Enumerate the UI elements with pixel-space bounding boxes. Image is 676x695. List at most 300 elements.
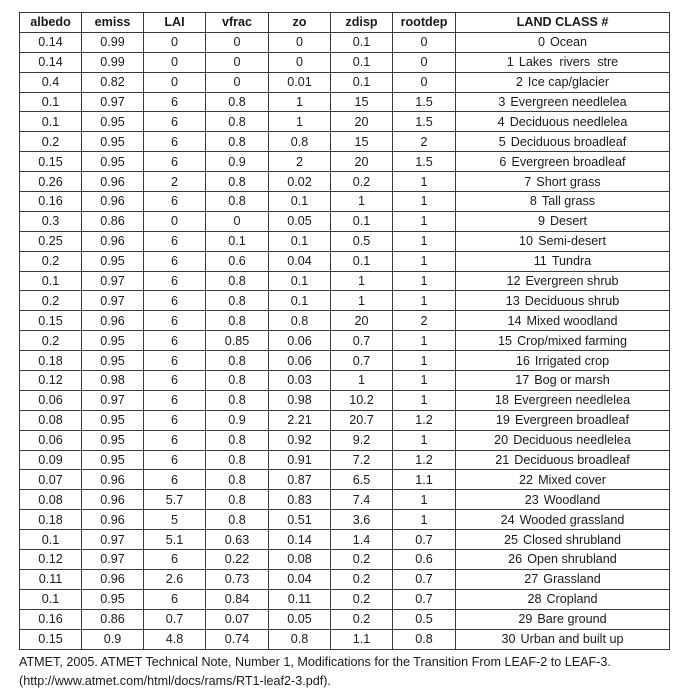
cell-lai: 6 [144, 311, 206, 331]
table-row [20, 291, 670, 311]
table-row [20, 132, 670, 152]
land-class-name: Deciduous needlelea [513, 433, 631, 448]
table-row [20, 410, 670, 430]
land-class-number: 16 [515, 353, 530, 368]
cell-albedo: 0.14 [20, 52, 82, 72]
land-class-number: 26 [508, 552, 523, 567]
cell-emiss: 0.95 [82, 450, 144, 470]
table-row [20, 490, 670, 510]
land-class-name: Bog or marsh [534, 373, 610, 388]
cell-rootdep: 2 [393, 132, 456, 152]
cell-vfrac: 0.6 [206, 251, 269, 271]
cell-rootdep: 1.5 [393, 112, 456, 132]
land-class-name: Bare ground [537, 612, 607, 627]
cell-zo: 1 [269, 92, 331, 112]
table-row [20, 569, 670, 589]
cell-lai: 6 [144, 450, 206, 470]
cell-emiss: 0.96 [82, 311, 144, 331]
land-class-number: 25 [503, 532, 518, 547]
cell-lai: 5 [144, 510, 206, 530]
cell-lai: 0.7 [144, 609, 206, 629]
cell-zo: 0.87 [269, 470, 331, 490]
cell-rootdep: 1.1 [393, 470, 456, 490]
cell-zdisp: 15 [331, 92, 393, 112]
cell-zo: 0.08 [269, 550, 331, 570]
cell-zdisp: 0.7 [331, 331, 393, 351]
land-class-number: 17 [515, 373, 530, 388]
cell-zdisp: 1 [331, 291, 393, 311]
cell-lai: 6 [144, 589, 206, 609]
cell-zdisp: 1 [331, 271, 393, 291]
cell-emiss: 0.86 [82, 609, 144, 629]
land-class-number: 10 [519, 234, 534, 249]
cell-land-class [456, 172, 670, 192]
cell-land-class [456, 569, 670, 589]
table-row [20, 231, 670, 251]
land-class-name: Mixed woodland [526, 313, 618, 328]
cell-vfrac: 0.73 [206, 569, 269, 589]
cell-zo: 0.98 [269, 390, 331, 410]
cell-rootdep: 1.5 [393, 92, 456, 112]
cell-zdisp: 9.2 [331, 430, 393, 450]
land-class-name: Desert [549, 214, 588, 229]
cell-land-class [456, 550, 670, 570]
cell-lai: 6 [144, 231, 206, 251]
cell-vfrac: 0.8 [206, 490, 269, 510]
cell-emiss: 0.95 [82, 430, 144, 450]
cell-rootdep: 1.5 [393, 152, 456, 172]
cell-emiss: 0.95 [82, 112, 144, 132]
cell-rootdep: 1 [393, 390, 456, 410]
cell-emiss: 0.99 [82, 32, 144, 52]
cell-vfrac: 0 [206, 72, 269, 92]
cell-zo: 0.04 [269, 569, 331, 589]
cell-albedo: 0.15 [20, 629, 82, 649]
cell-zo: 0.8 [269, 629, 331, 649]
cell-vfrac: 0.8 [206, 371, 269, 391]
cell-zdisp: 0.7 [331, 351, 393, 371]
cell-vfrac: 0.8 [206, 510, 269, 530]
cell-emiss: 0.97 [82, 92, 144, 112]
cell-albedo: 0.26 [20, 172, 82, 192]
table-row [20, 351, 670, 371]
land-class-table [19, 12, 670, 650]
cell-albedo: 0.3 [20, 211, 82, 231]
cell-land-class [456, 410, 670, 430]
cell-rootdep: 1.2 [393, 450, 456, 470]
cell-albedo: 0.1 [20, 530, 82, 550]
cell-zdisp: 6.5 [331, 470, 393, 490]
land-class-name: Deciduous shrub [524, 293, 620, 308]
cell-rootdep: 0.7 [393, 530, 456, 550]
cell-albedo: 0.06 [20, 430, 82, 450]
land-class-name: Evergreen needlelea [510, 95, 627, 109]
cell-rootdep: 1 [393, 510, 456, 530]
header-albedo: albedo [20, 13, 82, 33]
cell-lai: 5.1 [144, 530, 206, 550]
cell-vfrac: 0.8 [206, 92, 269, 112]
land-class-number: 27 [524, 572, 539, 587]
cell-lai: 6 [144, 271, 206, 291]
cell-zo: 0.01 [269, 72, 331, 92]
cell-land-class [456, 152, 670, 172]
table-row [20, 450, 670, 470]
cell-rootdep: 2 [393, 311, 456, 331]
citation-text: ATMET, 2005. ATMET Technical Note, Number 1, Modifications for the Transition From LEAF-2 to LEAF-3. (http://www.atmet.com/html/docs/rams/RT1-leaf2-3.pdf). [19, 655, 611, 688]
land-class-number: 1 [506, 55, 514, 70]
cell-vfrac: 0.63 [206, 530, 269, 550]
cell-rootdep: 1 [393, 271, 456, 291]
land-class-name: Tall grass [541, 194, 596, 209]
cell-lai: 6 [144, 192, 206, 212]
cell-land-class [456, 510, 670, 530]
cell-vfrac: 0.9 [206, 152, 269, 172]
cell-vfrac: 0.8 [206, 450, 269, 470]
cell-rootdep: 1 [393, 331, 456, 351]
cell-rootdep: 0.7 [393, 589, 456, 609]
land-class-name: Lakes rivers stre [518, 55, 619, 70]
land-class-number: 5 [498, 134, 506, 149]
land-class-number: 29 [518, 612, 533, 627]
cell-emiss: 0.96 [82, 192, 144, 212]
cell-zdisp: 0.1 [331, 52, 393, 72]
cell-lai: 6 [144, 430, 206, 450]
cell-zdisp: 0.1 [331, 32, 393, 52]
cell-zo: 0.1 [269, 271, 331, 291]
cell-zo: 0.1 [269, 231, 331, 251]
cell-zdisp: 20 [331, 112, 393, 132]
cell-vfrac: 0 [206, 32, 269, 52]
cell-land-class [456, 72, 670, 92]
cell-albedo: 0.18 [20, 351, 82, 371]
cell-zo: 0.02 [269, 172, 331, 192]
cell-zdisp: 0.2 [331, 172, 393, 192]
cell-zdisp: 0.2 [331, 550, 393, 570]
cell-emiss: 0.95 [82, 351, 144, 371]
cell-lai: 0 [144, 52, 206, 72]
cell-land-class [456, 390, 670, 410]
cell-albedo: 0.08 [20, 490, 82, 510]
table-body [20, 32, 670, 649]
land-class-name: Ocean [549, 35, 588, 50]
table-header-row [20, 13, 670, 33]
cell-zo: 0.1 [269, 291, 331, 311]
cell-zo: 1 [269, 112, 331, 132]
cell-lai: 0 [144, 211, 206, 231]
table-row [20, 92, 670, 112]
cell-zdisp: 0.1 [331, 251, 393, 271]
cell-zo: 2 [269, 152, 331, 172]
cell-emiss: 0.97 [82, 550, 144, 570]
cell-albedo: 0.07 [20, 470, 82, 490]
cell-lai: 6 [144, 351, 206, 371]
land-class-name: Wooded grassland [519, 512, 625, 527]
cell-emiss: 0.95 [82, 132, 144, 152]
cell-vfrac: 0.84 [206, 589, 269, 609]
cell-emiss: 0.96 [82, 510, 144, 530]
cell-lai: 6 [144, 291, 206, 311]
land-class-name: Crop/mixed farming [517, 333, 627, 348]
cell-vfrac: 0.8 [206, 311, 269, 331]
cell-lai: 6 [144, 152, 206, 172]
land-class-number: 23 [524, 492, 539, 507]
cell-lai: 6 [144, 550, 206, 570]
cell-rootdep: 0 [393, 52, 456, 72]
cell-rootdep: 1 [393, 172, 456, 192]
land-class-number: 9 [537, 214, 545, 229]
cell-land-class [456, 530, 670, 550]
land-class-name: Evergreen needlelea [513, 393, 631, 408]
cell-rootdep: 1 [393, 371, 456, 391]
table-row [20, 470, 670, 490]
land-class-number: 30 [501, 632, 516, 647]
cell-land-class [456, 251, 670, 271]
cell-rootdep: 1 [393, 192, 456, 212]
land-class-number: 0 [537, 35, 545, 50]
cell-land-class [456, 490, 670, 510]
cell-zdisp: 15 [331, 132, 393, 152]
cell-zo: 0.83 [269, 490, 331, 510]
cell-emiss: 0.97 [82, 530, 144, 550]
cell-zo: 0.8 [269, 132, 331, 152]
cell-emiss: 0.86 [82, 211, 144, 231]
cell-zo: 0.8 [269, 311, 331, 331]
cell-land-class [456, 609, 670, 629]
cell-zdisp: 0.5 [331, 231, 393, 251]
cell-zdisp: 1.1 [331, 629, 393, 649]
cell-land-class [456, 430, 670, 450]
cell-albedo: 0.1 [20, 271, 82, 291]
cell-emiss: 0.95 [82, 410, 144, 430]
land-class-number: 14 [507, 313, 522, 328]
land-class-name: Irrigated crop [534, 353, 610, 368]
cell-zdisp: 0.2 [331, 609, 393, 629]
cell-lai: 6 [144, 112, 206, 132]
land-class-number: 11 [533, 254, 547, 269]
cell-emiss: 0.96 [82, 490, 144, 510]
table-row [20, 152, 670, 172]
cell-zdisp: 20 [331, 311, 393, 331]
header-rootdep: rootdep [393, 13, 456, 33]
cell-albedo: 0.1 [20, 92, 82, 112]
cell-vfrac: 0.07 [206, 609, 269, 629]
land-class-name: Urban and built up [520, 632, 624, 647]
cell-zdisp: 0.1 [331, 211, 393, 231]
land-class-name: Short grass [536, 174, 601, 189]
cell-albedo: 0.25 [20, 231, 82, 251]
cell-vfrac: 0.8 [206, 291, 269, 311]
land-class-name: Open shrubland [527, 552, 617, 567]
cell-lai: 0 [144, 32, 206, 52]
cell-lai: 6 [144, 132, 206, 152]
cell-land-class [456, 450, 670, 470]
land-class-name: Ice cap/glacier [527, 75, 610, 90]
cell-zo: 0.05 [269, 609, 331, 629]
cell-rootdep: 1 [393, 430, 456, 450]
header-zdisp: zdisp [331, 13, 393, 33]
table-row [20, 72, 670, 92]
cell-emiss: 0.95 [82, 152, 144, 172]
land-class-number: 28 [527, 592, 542, 607]
land-class-number: 19 [495, 413, 510, 428]
cell-vfrac: 0.85 [206, 331, 269, 351]
header-land-class: LAND CLASS # [456, 13, 670, 33]
cell-vfrac: 0.8 [206, 470, 269, 490]
cell-lai: 6 [144, 251, 206, 271]
land-class-number: 15 [498, 333, 513, 348]
cell-zdisp: 20 [331, 152, 393, 172]
cell-zo: 0.14 [269, 530, 331, 550]
cell-albedo: 0.2 [20, 291, 82, 311]
cell-land-class [456, 211, 670, 231]
table-row [20, 609, 670, 629]
land-class-number: 22 [519, 472, 534, 487]
cell-zdisp: 0.2 [331, 589, 393, 609]
cell-albedo: 0.18 [20, 510, 82, 530]
cell-lai: 6 [144, 331, 206, 351]
table-row [20, 172, 670, 192]
land-class-name: Cropland [546, 592, 598, 607]
cell-vfrac: 0.8 [206, 132, 269, 152]
cell-emiss: 0.99 [82, 52, 144, 72]
cell-albedo: 0.4 [20, 72, 82, 92]
cell-lai: 6 [144, 410, 206, 430]
cell-zo: 0.91 [269, 450, 331, 470]
cell-rootdep: 0.6 [393, 550, 456, 570]
cell-emiss: 0.95 [82, 251, 144, 271]
cell-vfrac: 0.22 [206, 550, 269, 570]
table-row [20, 510, 670, 530]
cell-rootdep: 1 [393, 291, 456, 311]
cell-albedo: 0.1 [20, 112, 82, 132]
cell-emiss: 0.96 [82, 470, 144, 490]
cell-albedo: 0.2 [20, 331, 82, 351]
header-lai: LAI [144, 13, 206, 33]
cell-albedo: 0.16 [20, 192, 82, 212]
cell-zdisp: 0.2 [331, 569, 393, 589]
cell-zo: 0.03 [269, 371, 331, 391]
cell-vfrac: 0.8 [206, 192, 269, 212]
cell-emiss: 0.98 [82, 371, 144, 391]
table-row [20, 192, 670, 212]
cell-zdisp: 3.6 [331, 510, 393, 530]
land-class-number: 18 [494, 393, 509, 408]
table-row [20, 430, 670, 450]
cell-vfrac: 0.8 [206, 390, 269, 410]
cell-albedo: 0.12 [20, 371, 82, 391]
land-class-name: Closed shrubland [523, 532, 622, 547]
cell-emiss: 0.97 [82, 390, 144, 410]
table-row [20, 52, 670, 72]
cell-lai: 6 [144, 390, 206, 410]
table-row [20, 251, 670, 271]
cell-emiss: 0.97 [82, 271, 144, 291]
cell-land-class [456, 231, 670, 251]
cell-rootdep: 0.5 [393, 609, 456, 629]
land-class-name: Grassland [543, 572, 601, 587]
cell-land-class [456, 32, 670, 52]
cell-zo: 0.04 [269, 251, 331, 271]
cell-zo: 0.06 [269, 351, 331, 371]
cell-zdisp: 10.2 [331, 390, 393, 410]
land-class-number: 12 [506, 274, 521, 289]
table-row [20, 112, 670, 132]
land-class-name: Deciduous broadleaf [514, 453, 630, 468]
cell-vfrac: 0.8 [206, 172, 269, 192]
cell-emiss: 0.9 [82, 629, 144, 649]
cell-zo: 0.06 [269, 331, 331, 351]
cell-land-class [456, 192, 670, 212]
land-class-name: Deciduous needlelea [509, 114, 628, 129]
table-row [20, 530, 670, 550]
land-class-name: Mixed cover [538, 472, 606, 487]
cell-zo: 0.1 [269, 192, 331, 212]
land-class-number: 2 [515, 75, 523, 90]
cell-albedo: 0.09 [20, 450, 82, 470]
table-row [20, 32, 670, 52]
land-class-number: 20 [494, 433, 509, 448]
cell-rootdep: 1 [393, 490, 456, 510]
cell-vfrac: 0.8 [206, 351, 269, 371]
land-class-number: 8 [529, 194, 537, 209]
cell-albedo: 0.15 [20, 311, 82, 331]
land-class-name: Evergreen broadleaf [514, 413, 630, 428]
land-class-name: Evergreen broadleaf [511, 154, 626, 169]
cell-land-class [456, 291, 670, 311]
cell-vfrac: 0.8 [206, 271, 269, 291]
land-class-number: 21 [495, 453, 510, 468]
cell-vfrac: 0 [206, 52, 269, 72]
cell-albedo: 0.12 [20, 550, 82, 570]
cell-emiss: 0.95 [82, 331, 144, 351]
cell-albedo: 0.06 [20, 390, 82, 410]
cell-zo: 0 [269, 52, 331, 72]
cell-land-class [456, 132, 670, 152]
table-row [20, 371, 670, 391]
land-class-number: 4 [497, 114, 505, 129]
land-class-number: 7 [524, 174, 532, 189]
cell-lai: 6 [144, 470, 206, 490]
cell-lai: 4.8 [144, 629, 206, 649]
cell-zdisp: 0.1 [331, 72, 393, 92]
land-class-number: 24 [500, 512, 515, 527]
table-row [20, 629, 670, 649]
land-class-name: Tundra [551, 254, 592, 269]
cell-zo: 2.21 [269, 410, 331, 430]
land-class-number: 13 [505, 293, 520, 308]
cell-albedo: 0.15 [20, 152, 82, 172]
header-zo: zo [269, 13, 331, 33]
cell-emiss: 0.97 [82, 291, 144, 311]
cell-zdisp: 7.2 [331, 450, 393, 470]
cell-emiss: 0.96 [82, 569, 144, 589]
cell-vfrac: 0.8 [206, 430, 269, 450]
cell-zdisp: 1.4 [331, 530, 393, 550]
cell-land-class [456, 589, 670, 609]
cell-zdisp: 7.4 [331, 490, 393, 510]
cell-zdisp: 1 [331, 192, 393, 212]
cell-emiss: 0.96 [82, 172, 144, 192]
cell-land-class [456, 331, 670, 351]
cell-land-class [456, 271, 670, 291]
land-class-name: Semi-desert [538, 234, 606, 249]
cell-rootdep: 0 [393, 72, 456, 92]
cell-lai: 6 [144, 371, 206, 391]
header-vfrac: vfrac [206, 13, 269, 33]
land-class-number: 3 [498, 95, 506, 109]
cell-land-class [456, 92, 670, 112]
cell-lai: 2.6 [144, 569, 206, 589]
